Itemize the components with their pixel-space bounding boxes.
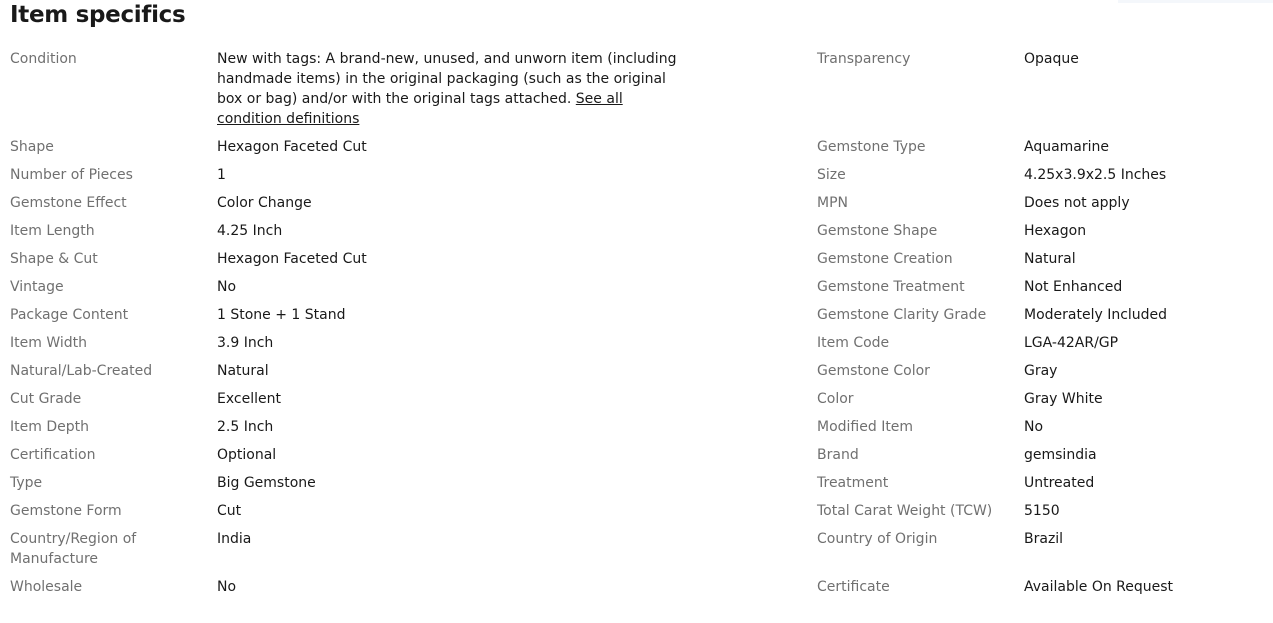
spec-value: 4.25x3.9x2.5 Inches <box>1024 167 1167 183</box>
spec-label: Country of Origin <box>817 531 938 547</box>
spec-value: No <box>217 279 237 295</box>
spec-row <box>817 49 1273 69</box>
spec-label: Vintage <box>10 279 64 295</box>
spec-row <box>10 193 677 213</box>
spec-label: Total Carat Weight (TCW) <box>817 503 993 519</box>
spec-value: No <box>1024 419 1044 435</box>
spec-label: Gemstone Form <box>10 503 122 519</box>
spec-label: Gemstone Creation <box>817 251 953 267</box>
spec-row <box>10 277 677 297</box>
spec-label: Gemstone Effect <box>10 195 127 211</box>
right-column <box>817 49 1273 605</box>
spec-value: Untreated <box>1024 475 1095 491</box>
spec-row <box>817 137 1273 157</box>
spec-value: 3.9 Inch <box>217 335 274 351</box>
spec-value: Hexagon <box>1024 223 1087 239</box>
spec-row <box>817 277 1273 297</box>
spec-row <box>10 529 677 569</box>
spec-value: Gray <box>1024 363 1058 379</box>
spec-value: Cut <box>217 503 242 519</box>
spec-value: Hexagon Faceted Cut <box>217 139 367 155</box>
spec-label: Package Content <box>10 307 129 323</box>
spec-value: Available On Request <box>1024 579 1174 595</box>
spec-label: Item Depth <box>10 419 89 435</box>
spec-value: India <box>217 531 252 547</box>
spec-row <box>10 333 677 353</box>
spec-value: Not Enhanced <box>1024 279 1123 295</box>
spec-label: Gemstone Treatment <box>817 279 965 295</box>
spec-row <box>10 137 677 157</box>
spec-value: Gray White <box>1024 391 1103 407</box>
spec-row <box>817 445 1273 465</box>
spec-label: Item Code <box>817 335 890 351</box>
spec-row <box>10 305 677 325</box>
spec-value: LGA-42AR/GP <box>1024 335 1119 351</box>
spec-label: Gemstone Color <box>817 363 930 379</box>
spec-value: Big Gemstone <box>217 475 316 491</box>
spec-value: Hexagon Faceted Cut <box>217 251 367 267</box>
spec-row <box>817 333 1273 353</box>
spec-label: Certification <box>10 447 96 463</box>
spec-value: gemsindia <box>1024 447 1097 463</box>
spec-label: Color <box>817 391 854 407</box>
spec-row <box>817 529 1273 549</box>
spec-label: Cut Grade <box>10 391 82 407</box>
spec-value: Moderately Included <box>1024 307 1168 323</box>
spec-value: Does not apply <box>1024 195 1130 211</box>
spec-row <box>10 389 677 409</box>
spec-value: 1 <box>217 167 226 183</box>
spec-row <box>817 305 1273 325</box>
spec-value: Natural <box>217 363 269 379</box>
spec-label: Transparency <box>817 51 911 67</box>
spec-label: Certificate <box>817 579 890 595</box>
spec-label: Gemstone Clarity Grade <box>817 307 987 323</box>
spec-value: No <box>217 579 237 595</box>
spec-value: Color Change <box>217 195 312 211</box>
spec-label: Brand <box>817 447 859 463</box>
spec-label: Treatment <box>817 475 889 491</box>
spec-label: Condition <box>10 51 77 67</box>
spec-value: 2.5 Inch <box>217 419 274 435</box>
spec-row <box>10 165 677 185</box>
spec-row <box>10 249 677 269</box>
spec-row <box>817 361 1273 381</box>
spec-label: Natural/Lab-Created <box>10 363 153 379</box>
spec-value <box>217 49 677 129</box>
spec-value: 4.25 Inch <box>217 223 283 239</box>
spec-row <box>817 221 1273 241</box>
left-column <box>10 49 677 605</box>
spec-row <box>817 193 1273 213</box>
spec-label: Gemstone Type <box>817 139 926 155</box>
spec-row <box>10 361 677 381</box>
spec-value: Aquamarine <box>1024 139 1110 155</box>
spec-value: Optional <box>217 447 277 463</box>
spec-label: Item Width <box>10 335 87 351</box>
spec-label: Size <box>817 167 846 183</box>
spec-row <box>10 501 677 521</box>
spec-row <box>10 417 677 437</box>
spec-label: Gemstone Shape <box>817 223 938 239</box>
spec-value: Excellent <box>217 391 281 407</box>
spec-value: Brazil <box>1024 531 1064 547</box>
spec-value: 1 Stone + 1 Stand <box>217 307 346 323</box>
section-title: Item specifics <box>10 2 186 28</box>
spec-value: 5150 <box>1024 503 1060 519</box>
spec-label: Wholesale <box>10 579 83 595</box>
spec-row <box>10 221 677 241</box>
spec-label: Number of Pieces <box>10 167 133 183</box>
see-all-conditions-link[interactable]: See all condition definitions <box>217 91 623 127</box>
spec-row <box>817 417 1273 437</box>
spec-row <box>817 249 1273 269</box>
spec-row <box>817 577 1273 597</box>
spec-label: Type <box>10 475 43 491</box>
spec-row-condition <box>10 49 677 129</box>
spec-row <box>817 389 1273 409</box>
spec-row <box>817 501 1273 521</box>
spec-label: Item Length <box>10 223 95 239</box>
spec-row <box>10 445 677 465</box>
spec-label: MPN <box>817 195 848 211</box>
item-specifics-grid <box>10 49 1260 605</box>
condition-text: New with tags: A brand-new, unused, and unworn item (including handmade items) in the original packaging (such as the original box or bag) and/or with the original tags attached. <box>217 51 677 107</box>
spec-label: Country/Region of Manufacture <box>10 531 137 567</box>
top-accent-bar <box>1118 0 1273 3</box>
spec-label: Modified Item <box>817 419 914 435</box>
spec-row <box>817 473 1273 493</box>
spec-value: Opaque <box>1024 51 1079 67</box>
spec-row <box>10 577 677 597</box>
spec-row <box>10 473 677 493</box>
spec-label: Shape <box>10 139 54 155</box>
spec-value: Natural <box>1024 251 1076 267</box>
spec-label: Shape & Cut <box>10 251 98 267</box>
spec-row <box>817 165 1273 185</box>
